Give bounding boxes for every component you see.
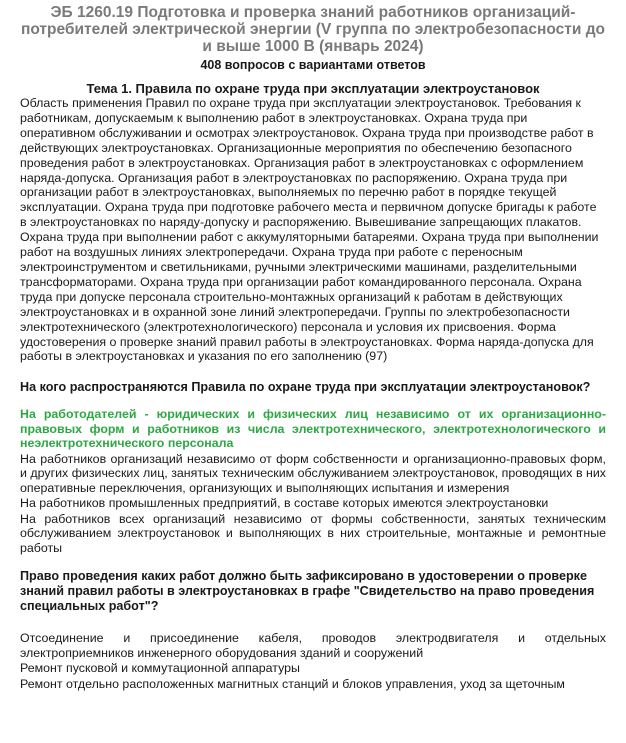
question-text: Право проведения каких работ должно быть зафиксировано в удостоверении о проверке знаний правил работы в электроустановках в графе "Свидетельство на право проведения специальных работ"? (20, 569, 595, 614)
answer-option-correct: На работодателей - юридических и физических лиц независимо от их организационно-правовых форм и работников из числа электротехнического, электротехнологического и неэлектротехнического персонала (20, 407, 606, 451)
topic-description: Область применения Правил по охране труда при эксплуатации электроустановок. Требования к работникам, допускаемым к выполнению работ в электроустановках. Охрана труда при оперативном обслуживании и осмотрах электроустановок. Охрана труда при производстве работ в действующих электроустановках. Организационные мероприятия по обеспечению безопасного проведения работ в электроустановках. Организация работ в электроустановках с оформлением наряда-допуска. Организация работ в электроустановках по распоряжению. Охрана труда при организации работ в электроустановках, выполняемых по перечню работ в порядке текущей эксплуатации. Охрана труда при подготовке рабочего места и первичном допуске бригады к работе в электроустановках по наряду-допуску и распоряжению. Вывешивание запрещающих плакатов. Охрана труда при выполнении работ с аккумуляторными батареями. Охрана труда при выполнении работ на воздушных линиях электропередачи. Охрана труда при работе с переносным электроинструментом и светильниками, ручными электрическими машинами, разделительными трансформаторами. Охрана труда при организации работ командированного персонала. Охрана труда при допуске персонала строительно-монтажных организаций к работам в действующих электроустановках и в охранной зоне линий электропередачи. Группы по электробезопасности электротехнического (электротехнологического) персонала и условия их присвоения. Форма удостоверения о проверке знаний правил работы в электроустановках. Форма наряда-допуска для работы в электроустановках и указания по его заполнению (97) (20, 96, 599, 364)
answer-list (20, 631, 606, 691)
answer-option: Отсоединение и присоединение кабеля, проводов электродвигателя и отдельных электроприемников инженерного оборудования зданий и сооружений (20, 631, 606, 660)
question-text: На кого распространяются Правила по охране труда при эксплуатации электроустановок? (20, 380, 591, 395)
question-block-2 (20, 569, 606, 691)
question-block-1 (20, 380, 606, 555)
answer-option: На работников промышленных предприятий, в составе которых имеются электроустановки (20, 496, 549, 511)
answer-option: На работников всех организаций независимо от формы собственности, занятых техническим обслуживанием электроустановок и выполняющих в них строительные, монтажные и ремонтные работы (20, 511, 606, 555)
answer-option: Ремонт отдельно расположенных магнитных станций и блоков управления, уход за щеточным (20, 676, 565, 691)
document-title: ЭБ 1260.19 Подготовка и проверка знаний работников организаций-потребителей электрической энергии (V группа по электробезопасности до и выше 1000 В (январь 2024) (20, 4, 606, 55)
answer-option: На работников организаций независимо от форм собственности и организационно-правовых форм, и других физических лиц, занятых техническим обслуживанием электроустановок, проводящих в них оперативные переключения, организующих и выполняющих испытания и измерения (20, 451, 606, 495)
question-count-subtitle: 408 вопросов с вариантами ответов (200, 58, 426, 72)
answer-list (20, 407, 606, 555)
topic-title: Тема 1. Правила по охране труда при эксплуатации электроустановок (86, 81, 540, 96)
answer-option: Ремонт пусковой и коммутационной аппаратуры (20, 661, 300, 676)
